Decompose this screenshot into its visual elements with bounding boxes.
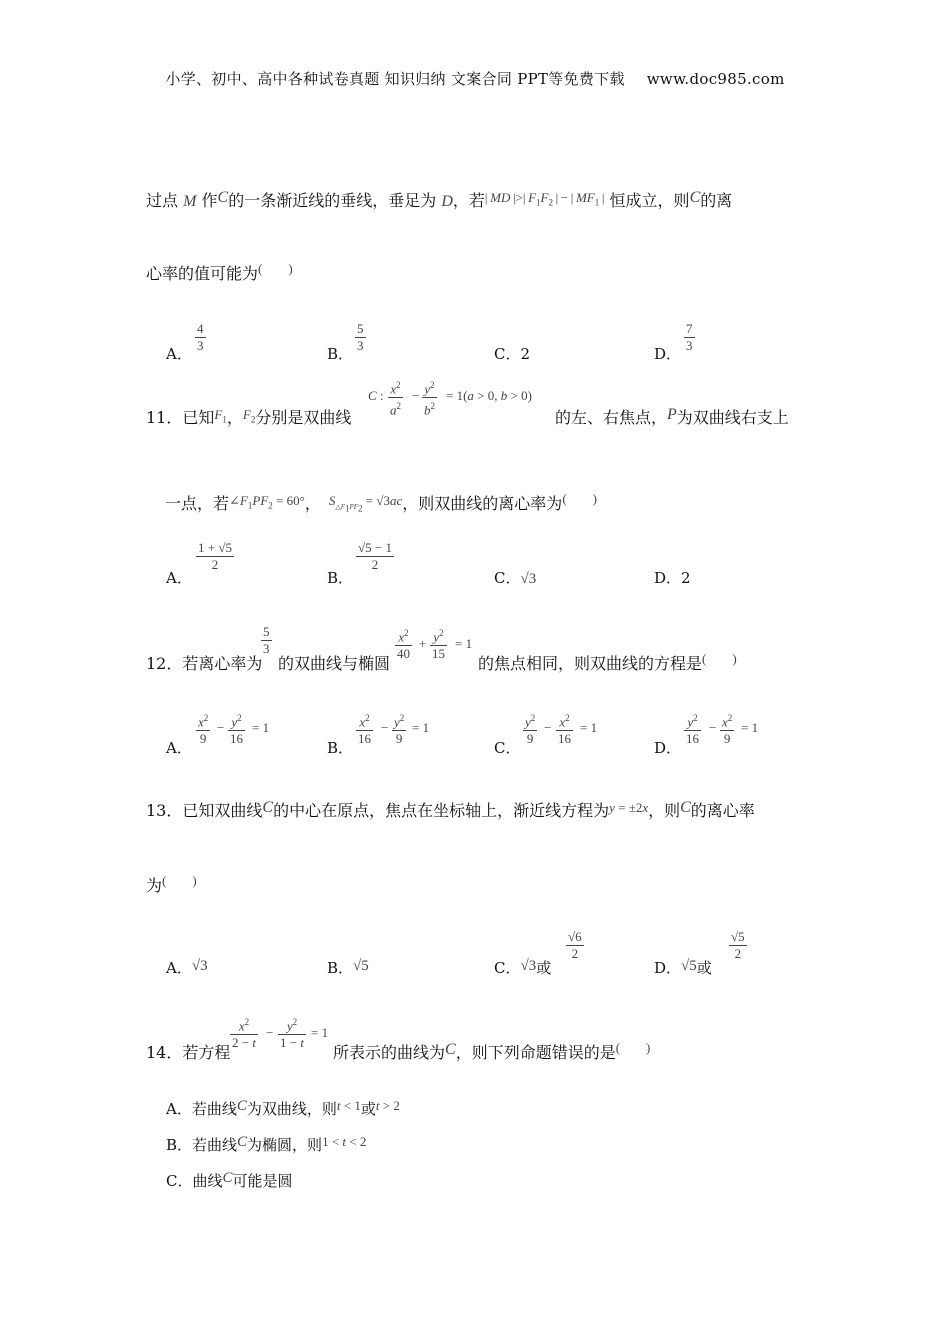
q10-option-d-value: $\frac{7}{3}$ [686,321,693,353]
q14-line-tail: 所表示的曲线为C，则下列命题错误的是( ) [333,1040,651,1062]
q14-eq-x: $\frac{x^2}{2 - t}$ [232,1017,256,1051]
q14-option-c[interactable]: C．曲线C可能是圆 [166,1170,293,1190]
q13-line1: 13．已知双曲线C的中心在原点，焦点在坐标轴上，渐近线方程为$^{y = \pm 2x}$，则C的离心率 [146,799,755,820]
q12-ellipse-y: $\frac{y^2}{15}$ [432,628,445,662]
q12-line: 12．若离心率为 [146,654,263,673]
q12-ellipse-x: $\frac{x^2}{40}$ [397,628,410,662]
q12-option-a-label[interactable]: A． [166,739,192,757]
q12-line-mid: 的双曲线与椭圆 [278,654,391,673]
q14-option-a[interactable]: A．若曲线C为双曲线，则t < 1或t > 2 [166,1098,400,1118]
q11-line1-tail: 的左、右焦点，P为双曲线右支上 [555,406,789,427]
q10-line1: 过点 M 作C的一条渐近线的垂线，垂足为 D，若$^{| MD |>| F_1F_2 | - | MF_1 |}$ 恒成立，则C的离 [146,189,733,210]
q12-eccentricity: $\frac{5}{3}$ [263,624,270,656]
q13-option-d[interactable]: D．√5或 [654,958,712,977]
q13-option-a[interactable]: A．√3 [166,958,208,977]
q14-line: 14．若方程 [146,1043,231,1062]
q14-eq-y: $\frac{y^2}{1 - t}$ [280,1017,304,1051]
q14-option-b[interactable]: B．若曲线C为椭圆，则1 < t < 2 [166,1134,367,1154]
page-header [0,68,950,89]
q11-option-b-label[interactable]: B． [327,569,354,587]
q11-line2: 一点，若$^{\angle F_1PF_2 = 60^\circ}$， $^{S_{\triangle F_1PF_2} = √3ac}$，则双曲线的离心率为( ) [165,491,597,513]
header-url[interactable]: www.doc985.com [646,70,785,88]
q13-option-c[interactable]: C．√3或 [494,958,552,977]
q13-line2: 为( ) [146,873,197,895]
q11-hyperbola-y-term: $\frac{y^2}{b^2}$ [424,380,435,418]
q10-option-a-label[interactable]: A． [166,345,192,363]
q12-line-tail: 的焦点相同，则双曲线的方程是( ) [478,651,737,673]
q13-option-b[interactable]: B．√5 [327,958,369,977]
q12-option-b-label[interactable]: B． [327,739,354,757]
q10-line2: 心率的值可能为( ) [146,261,293,283]
q13-option-d-frac: $\frac{√5}{2}$ [731,929,745,961]
q10-option-a-value: $\frac{4}{3}$ [197,321,204,353]
q10-option-b-value: $\frac{5}{3}$ [357,321,364,353]
q11-option-d[interactable]: D．2 [654,569,691,587]
q11-line1: 11．已知$^{F_1}$，$^{F_2}$分别是双曲线 [146,407,352,427]
q11-hyperbola-condition: = 1(a > 0, b > 0) [446,388,532,403]
q11-option-b-value: $\frac{√5 - 1}{2}$ [358,540,392,572]
q10-option-c[interactable]: C．2 [494,345,531,363]
q11-hyperbola-lhs: C : [368,388,384,403]
q10-option-d-label[interactable]: D． [654,345,682,363]
q10-option-b-label[interactable]: B． [327,345,354,363]
q13-option-c-frac: $\frac{√6}{2}$ [568,929,582,961]
q11-option-a-value: $\frac{1 + √5}{2}$ [198,540,232,572]
q11-option-a-label[interactable]: A． [166,569,192,587]
q12-option-d-label[interactable]: D． [654,739,682,757]
header-text: 小学、初中、高中各种试卷真题 知识归纳 文案合同 PPT等免费下载 [165,70,625,88]
q11-hyperbola-x-term: $\frac{x^2}{a^2}$ [390,380,401,418]
q11-option-c[interactable]: C．√3 [494,569,537,587]
q12-option-c-label[interactable]: C． [494,739,521,757]
